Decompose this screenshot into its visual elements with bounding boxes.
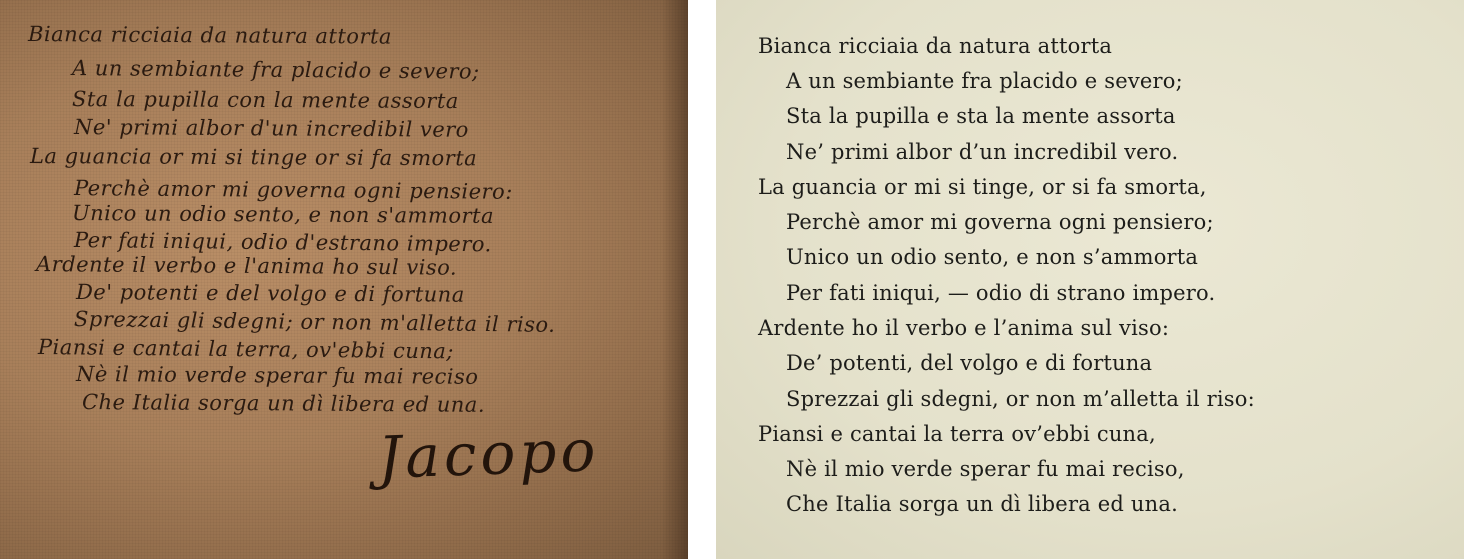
manuscript-line: Bianca ricciaia da natura attorta [27,22,393,49]
printed-line: Nè il mio verde sperar fu mai reciso, [786,457,1185,481]
printed-line: Perchè amor mi governa ogni pensiero; [786,210,1214,234]
manuscript-line: Nè il mio verde sperar fu mai reciso [75,362,479,389]
manuscript-line: De' potenti e del volgo e di fortuna [75,280,465,307]
manuscript-line: Per fati iniqui, odio d'estrano impero. [73,228,492,257]
manuscript-line: A un sembiante fra placido e severo; [71,56,480,84]
printed-line: Ardente ho il verbo e l’anima sul viso: [758,316,1170,340]
printed-line: Sprezzai gli sdegni, or non m’alletta il riso: [786,387,1255,411]
manuscript-line: Piansi e cantai la terra, ov'ebbi cuna; [37,335,455,364]
printed-line: Bianca ricciaia da natura attorta [758,34,1113,58]
signature: Jacopo [376,416,601,492]
printed-line: La guancia or mi si tinge, or si fa smorta, [758,175,1207,199]
manuscript-line: Sprezzai gli sdegni; or non m'alletta il riso. [73,307,556,337]
printed-line: De’ potenti, del volgo e di fortuna [786,351,1153,375]
printed-line: Unico un odio sento, e non s’ammorta [786,245,1199,269]
printed-line: Ne’ primi albor d’un incredibil vero. [786,140,1179,164]
manuscript-line: Ardente il verbo e l'anima ho sul viso. [35,252,458,280]
manuscript-line: Perchè amor mi governa ogni pensiero: [73,176,513,204]
printed-line: Piansi e cantai la terra ov’ebbi cuna, [758,422,1156,446]
panel-divider [688,0,716,559]
printed-line: Sta la pupilla e sta la mente assorta [786,104,1176,128]
printed-line: Per fati iniqui, — odio di strano impero. [786,281,1216,305]
manuscript-line: La guancia or mi si tinge or si fa smorta [29,144,478,171]
printed-line: Che Italia sorga un dì libera ed una. [786,492,1178,516]
manuscript-panel [0,0,688,559]
manuscript-line: Ne' primi albor d'un incredibil vero [73,115,469,142]
manuscript-line: Sta la pupilla con la mente assorta [71,87,459,114]
manuscript-line: Unico un odio sento, e non s'ammorta [71,201,495,228]
printed-panel [716,0,1464,559]
manuscript-line: Che Italia sorga un dì libera ed una. [81,390,486,417]
printed-line: A un sembiante fra placido e severo; [786,69,1183,93]
